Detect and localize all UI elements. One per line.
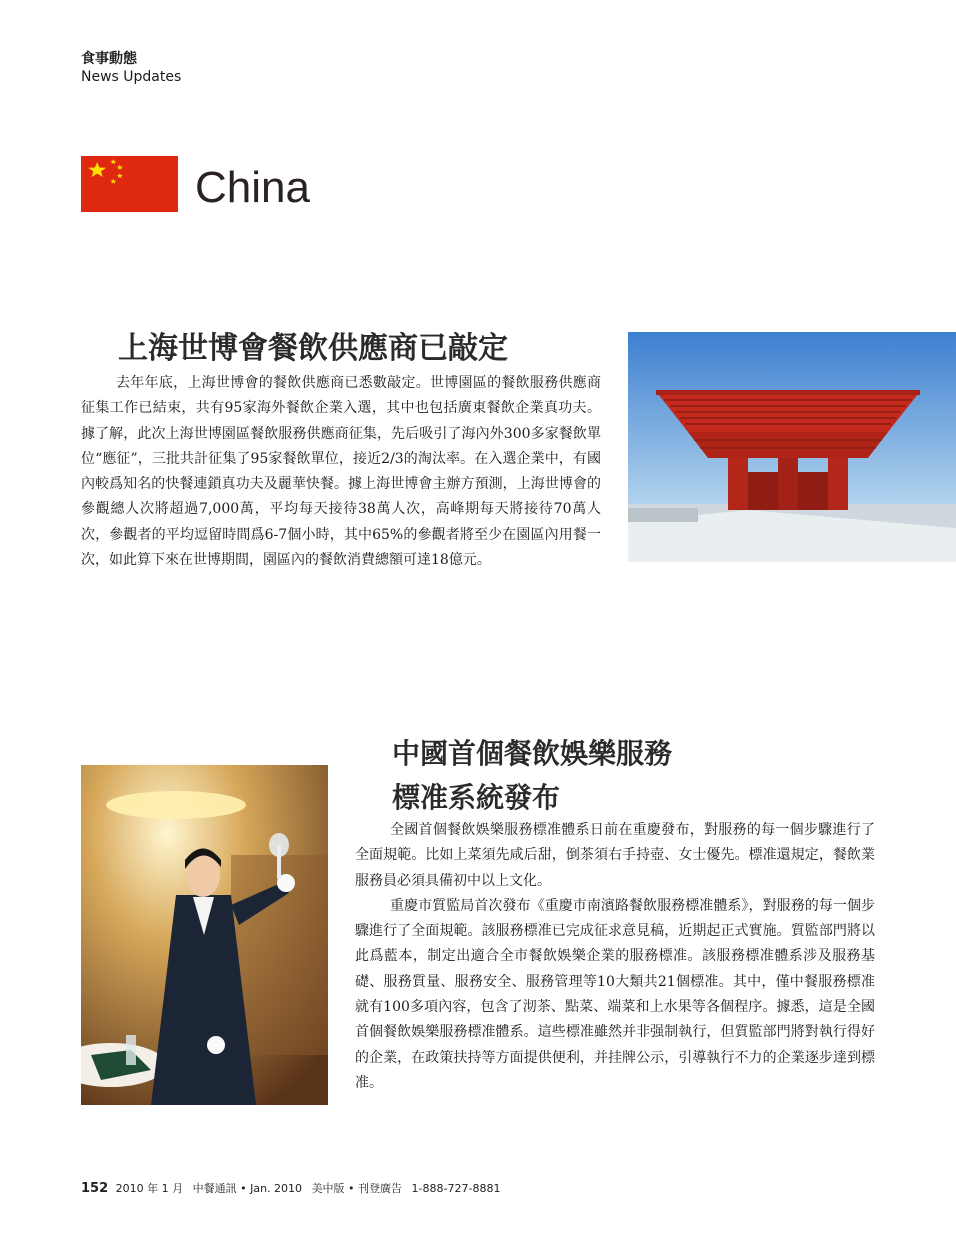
waitress-photo xyxy=(81,765,328,1105)
article1-title: 上海世博會餐飲供應商已敲定 xyxy=(118,331,508,366)
article1-paragraph: 去年年底，上海世博會的餐飲供應商已悉數敲定。世博園區的餐飲服務供應商征集工作已結束，共有95家海外餐飲企業入選，其中也包括廣東餐飲企業真功夫。據了解，此次上海世博園區餐飲服務供應商征集，先后吸引了海內外300多家餐飲單位“應征”，三批共計征集了95家餐飲單位，接近2/3的淘汰率。在入選企業中，有國內較爲知名的快餐連鎖真功夫及麗華快餐。據上海世博會主辦方預測，上海世博會的參觀總人次將超過7,000萬，平均每天接待38萬人次，高峰期每天將接待70萬人次，參觀者的平均逗留時間爲6-7個小時，其中65%的參觀者將至少在園區內用餐一次，如此算下來在世博期間，園區內的餐飲消費總額可達18億元。 xyxy=(81,375,601,569)
footer-edition: 美中版 • 刊登廣告 xyxy=(311,1182,403,1195)
article2-paragraph-1: 全國首個餐飲娛樂服務標准體系日前在重慶發布，對服務的每一個步驟進行了全面規範。比如上菜須先咸后甜，倒茶須右手持壺、女士優先。標准還規定，餐飲業服務員必須具備初中以上文化。 xyxy=(355,822,875,889)
china-pavilion-photo xyxy=(628,332,956,562)
page-number: 152 xyxy=(81,1181,109,1196)
section-title-en: News Updates xyxy=(81,69,182,85)
article2-title-line1: 中國首個餐飲娛樂服務 xyxy=(392,737,673,770)
article2-paragraph-2: 重慶市質監局首次發布《重慶市南濱路餐飲服務標准體系》，對服務的每一個步驟進行了全面規範。該服務標准已完成征求意見稿，近期起正式實施。質監部門將以此爲藍本，制定出適合全市餐飲娛樂企業的服務標准。該服務標准體系涉及服務基礎、服務質量、服務安全、服務管理等10大類共21個標准。其中，僅中餐服務標准就有100多項內容，包含了沏茶、點菜、端菜和上水果等各個程序。據悉，這是全國首個餐飲娛樂服務標准體系。這些標准雖然并非强制執行，但質監部門將對執行得好的企業，在政策扶持等方面提供便利，并挂牌公示，引導執行不力的企業逐步達到標准。 xyxy=(355,897,875,1091)
china-flag-icon xyxy=(81,156,178,212)
article2-title-line2: 標准系統發布 xyxy=(392,781,561,814)
footer-date: 2010 年 1 月 xyxy=(115,1182,184,1195)
section-header xyxy=(81,50,181,86)
footer-phone: 1-888-727-8881 xyxy=(411,1182,501,1195)
section-title-zh: 食事動態 xyxy=(81,51,137,67)
article1-body xyxy=(81,371,601,573)
footer-publication: 中餐通訊 • Jan. 2010 xyxy=(192,1182,303,1195)
page-footer xyxy=(81,1180,506,1196)
article2-title xyxy=(392,732,672,820)
article2-body xyxy=(355,818,875,1096)
country-heading: China xyxy=(195,163,310,212)
